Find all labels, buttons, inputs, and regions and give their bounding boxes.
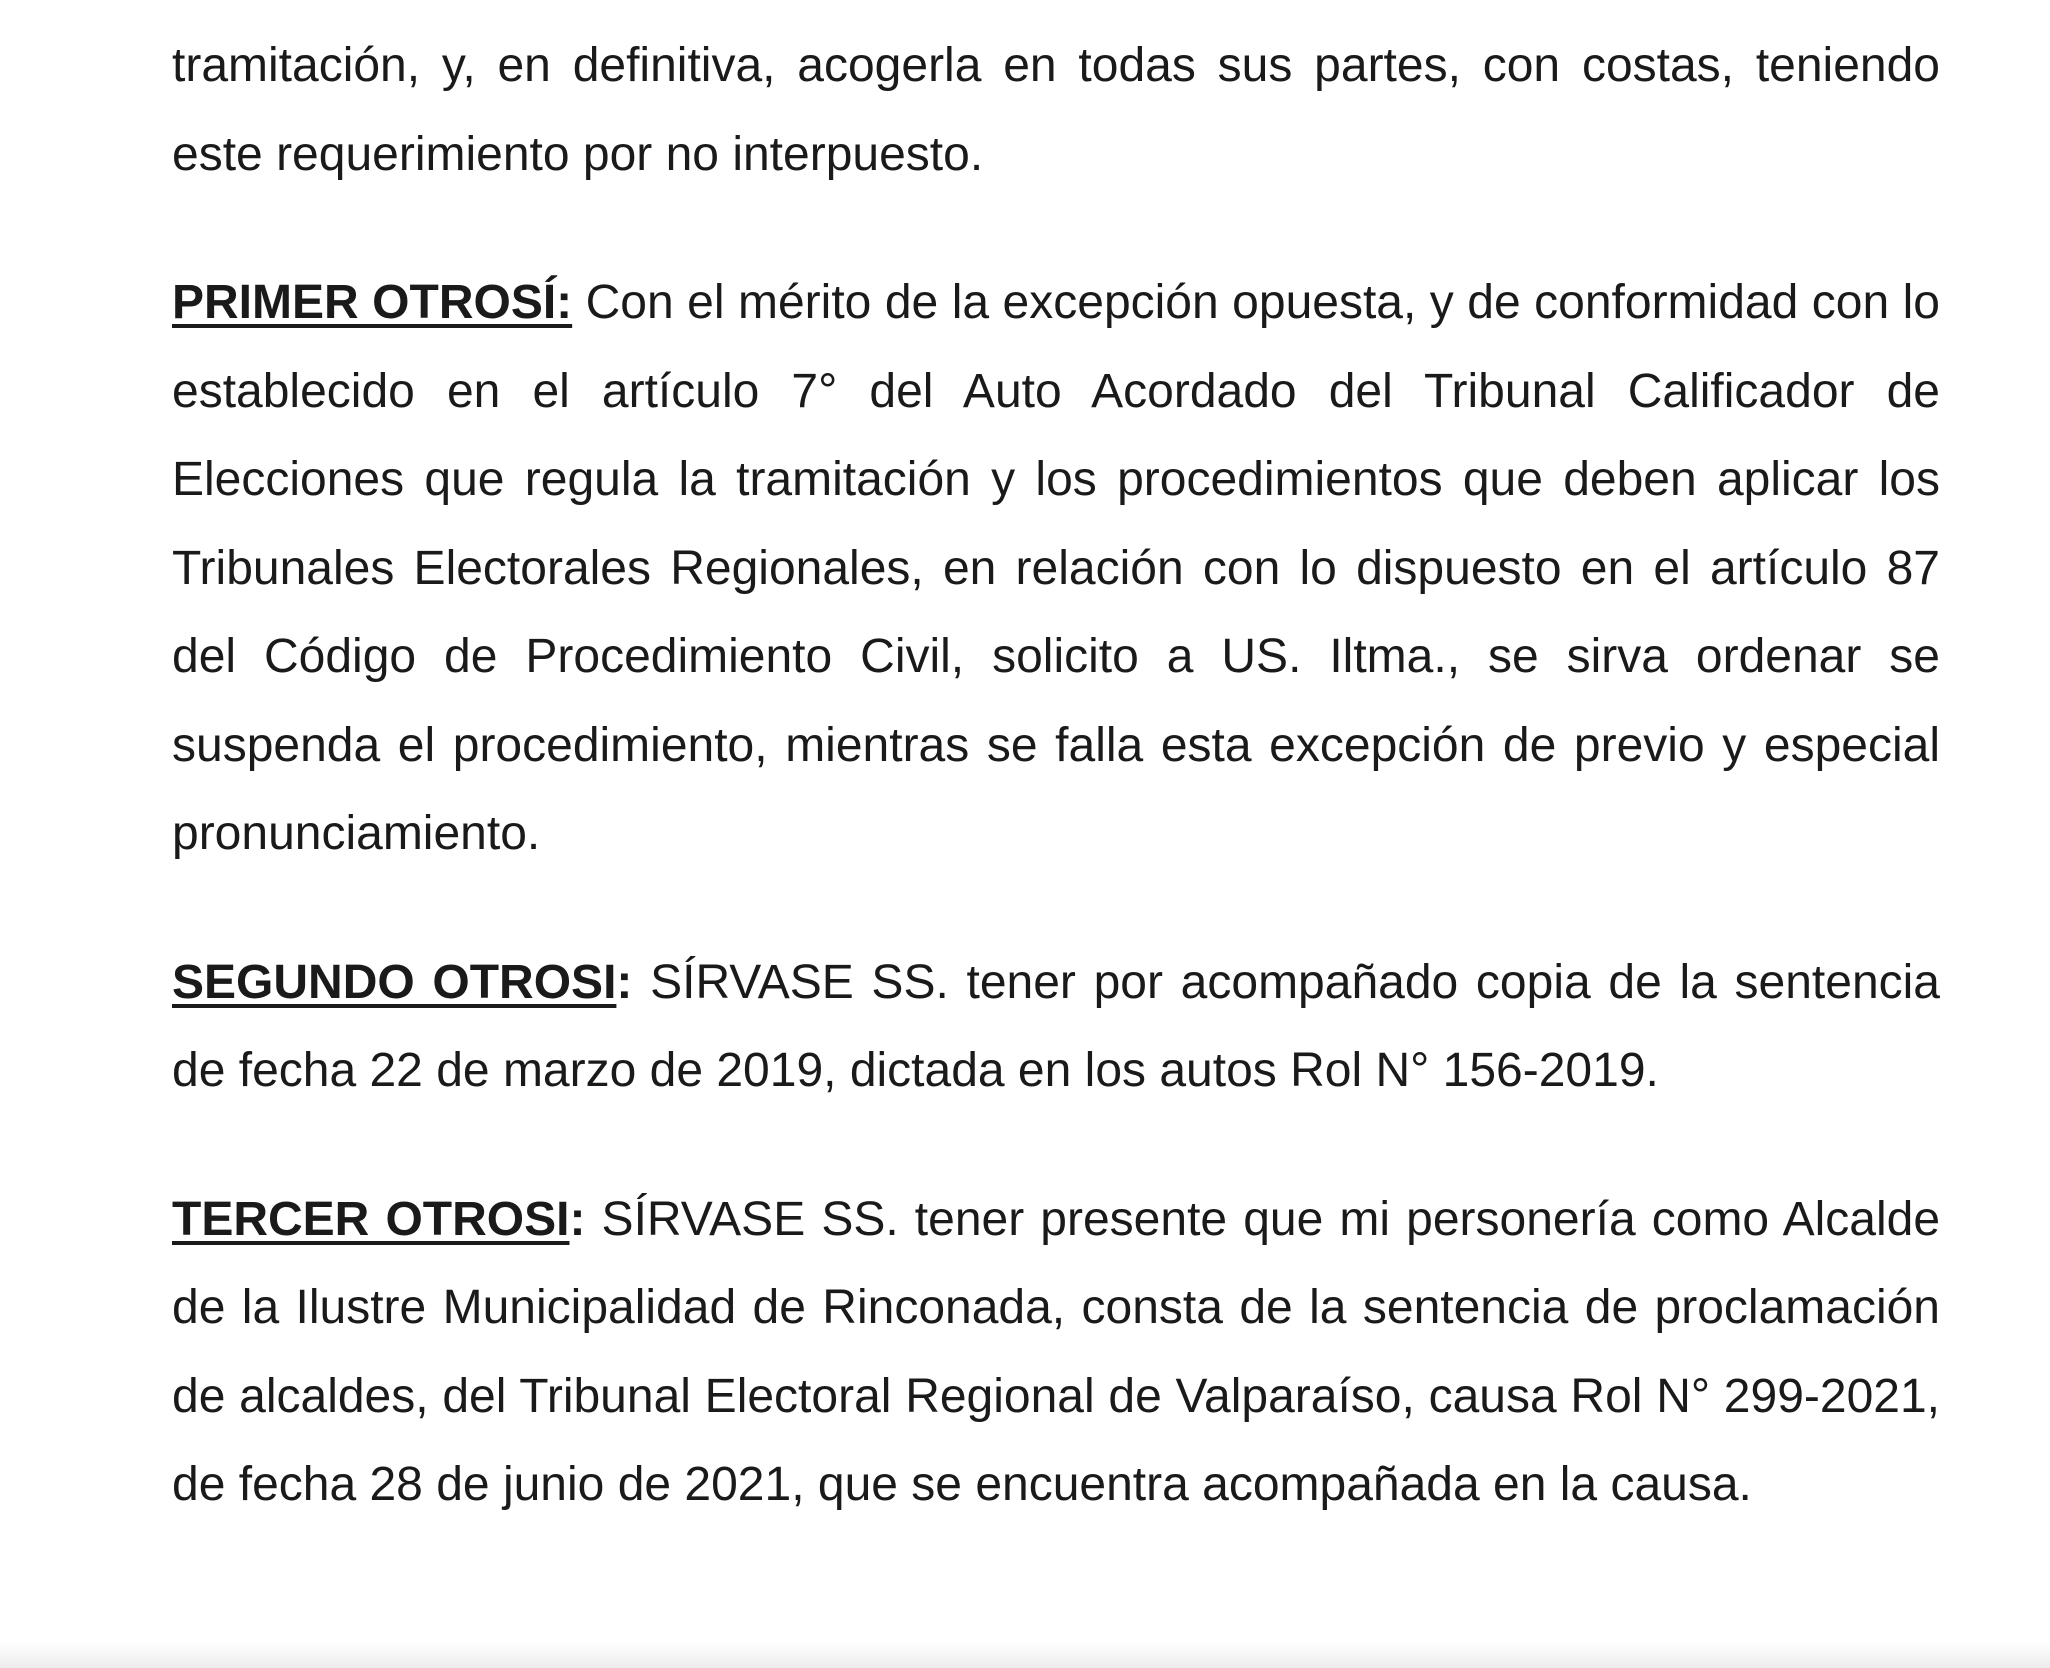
heading-colon: :	[569, 1192, 586, 1246]
paragraph-text: SÍRVASE SS. tener presente que mi personería como Alcalde de la Ilustre Municipalidad de Rinconada, consta de la sentencia de proclamación de alcaldes, del Tribunal Electoral Regional de Valparaíso, causa Rol N° 299-2021, de fecha 28 de junio de 2021, que se encuentra acompañada en la causa.	[172, 1192, 1941, 1511]
document-page	[172, 22, 1940, 1530]
segundo-otrosi-heading: SEGUNDO OTROSI	[172, 955, 617, 1009]
paragraph-text: Con el mérito de la excepción opuesta, y de conformidad con lo establecido en el artículo 7° del Auto Acordado del Tribunal Calificador de Elecciones que regula la tramitación y los procedimientos que deben aplicar los Tribunales Electorales Regionales, en relación con lo dispuesto en el artículo 87 del Código de Procedimiento Civil, solicito a US. Iltma., se sirva ordenar se suspenda el procedimiento, mientras se falla esta excepción de previo y especial pronunciamiento.	[172, 276, 1940, 860]
paragraph-text: SÍRVASE SS. tener por acompañado copia de la sentencia de fecha 22 de marzo de 2019, dictada en los autos Rol N° 156-2019.	[172, 955, 1940, 1097]
tercer-otrosi-heading: TERCER OTROSI	[172, 1192, 570, 1246]
paragraph-segundo-otrosi	[172, 939, 1940, 1116]
paragraph-primer-otrosi	[172, 259, 1940, 879]
paragraph-text: tramitación, y, en definitiva, acogerla en todas sus partes, con costas, teniendo este requerimiento por no interpuesto.	[172, 39, 1940, 181]
heading-colon: :	[616, 955, 633, 1009]
paragraph-tercer-otrosi	[172, 1176, 1940, 1530]
primer-otrosi-heading: PRIMER OTROSÍ:	[172, 276, 573, 329]
page-bottom-shadow	[0, 1642, 2050, 1668]
paragraph-closing-request	[172, 22, 1940, 199]
